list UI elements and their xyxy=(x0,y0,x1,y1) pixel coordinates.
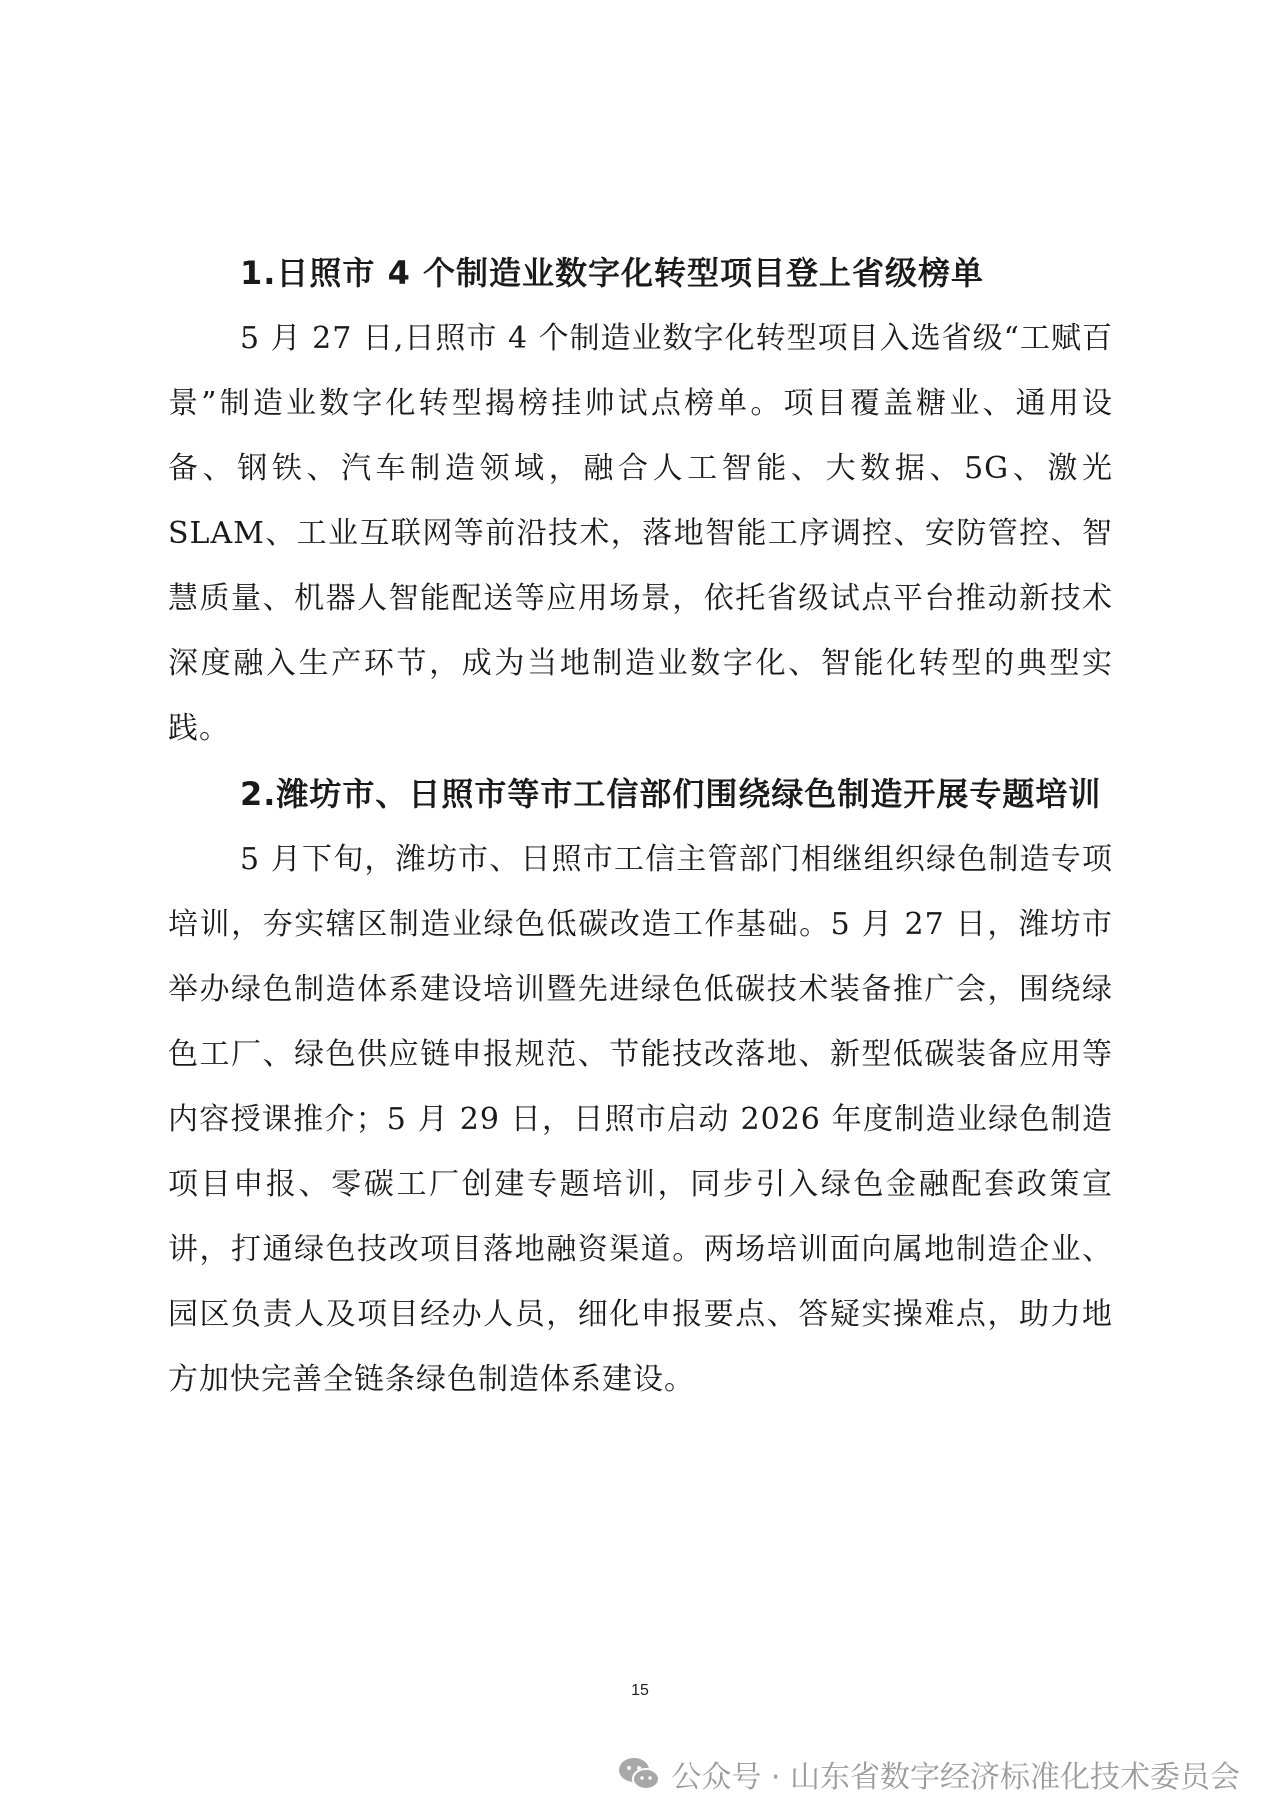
section-1-paragraph: 5 月 27 日,日照市 4 个制造业数字化转型项目入选省级“工赋百景”制造业数字化转型揭榜挂帅试点榜单。项目覆盖糖业、通用设备、钢铁、汽车制造领域，融合人工智能、大数据、5G、激光 SLAM、工业互联网等前沿技术，落地智能工序调控、安防管控、智慧质量、机器人智能配送等应用场景，依托省级试点平台推动新技术深度融入生产环节，成为当地制造业数字化、智能化转型的典型实践。 xyxy=(168,321,1113,746)
wechat-icon xyxy=(617,1756,661,1792)
section-2-heading: 2.潍坊市、日照市等市工信部们围绕绿色制造开展专题培训 xyxy=(240,775,1102,813)
watermark-text: 公众号 · 山东省数字经济标准化技术委员会 xyxy=(671,1760,1240,1795)
watermark xyxy=(617,1752,1240,1796)
section-2-paragraph: 5 月下旬，潍坊市、日照市工信主管部门相继组织绿色制造专项培训，夯实辖区制造业绿色低碳改造工作基础。5 月 27 日，潍坊市举办绿色制造体系建设培训暨先进绿色低碳技术装备推广会，围绕绿色工厂、绿色供应链申报规范、节能技改落地、新型低碳装备应用等内容授课推介；5 月 29 日，日照市启动 2026 年度制造业绿色制造项目申报、零碳工厂创建专题培训，同步引入绿色金融配套政策宣讲，打通绿色技改项目落地融资渠道。两场培训面向属地制造企业、园区负责人及项目经办人员，细化申报要点、答疑实操难点，助力地方加快完善全链条绿色制造体系建设。 xyxy=(168,842,1113,1397)
page-number: 15 xyxy=(631,1682,649,1699)
section-1-heading: 1.日照市 4 个制造业数字化转型项目登上省级榜单 xyxy=(240,254,984,292)
document-body xyxy=(168,240,1113,1412)
